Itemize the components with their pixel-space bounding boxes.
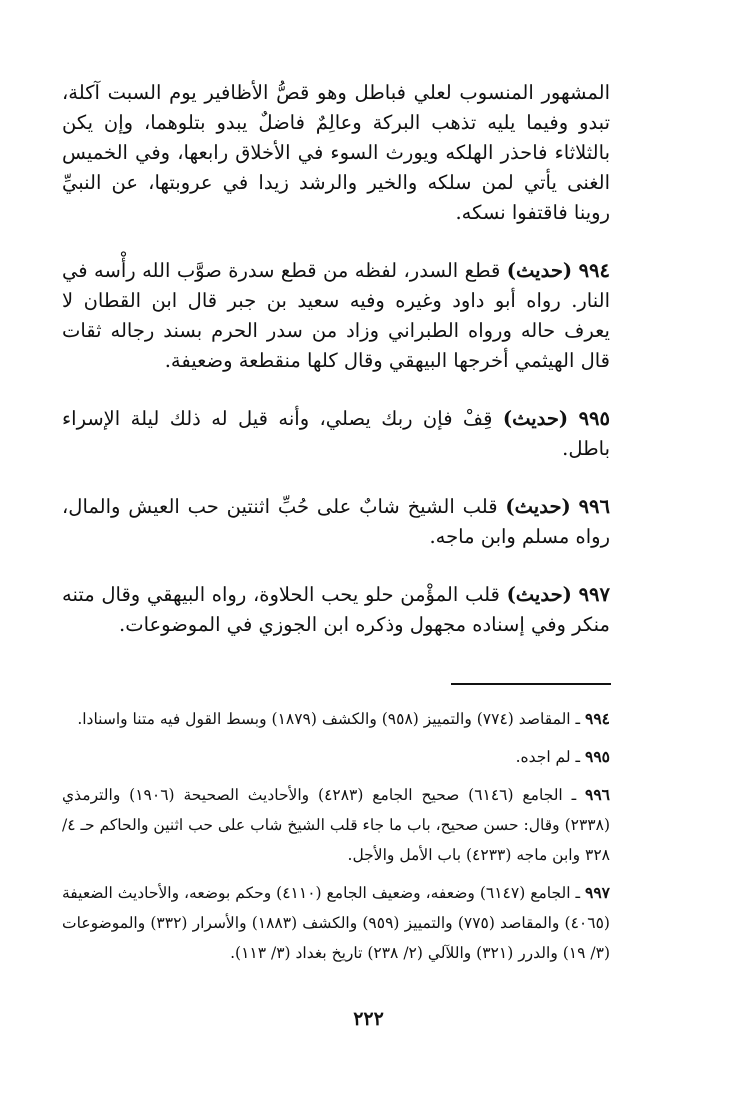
hadith-text: قلب المؤْمن حلو يحب الحلاوة، رواه البيهقي وقال متنه منكر وفي إسناده مجهول وذكره ابن الجوزي في الموضوعات. bbox=[62, 583, 610, 636]
footnote-text: ـ الجامع (٦١٤٦) صحيح الجامع (٤٢٨٣) والأحاديث الصحيحة (١٩٠٦) والترمذي (٢٣٣٨) وقال: حسن صحيح، باب ما جاء قلب الشيخ شاب على حب اثنين والحاكم حـ ٤/ ٣٢٨ وابن ماجه (٤٢٣٣) باب الأمل والأجل. bbox=[62, 786, 610, 864]
hadith-label: (حديث) bbox=[506, 259, 573, 282]
hadith-number: ٩٩٧ bbox=[578, 583, 610, 606]
hadith-entry bbox=[62, 492, 610, 552]
hadith-entry bbox=[62, 580, 610, 640]
hadith-text: قِفْ فإن ربك يصلي، وأنه قيل له ذلك ليلة الإسراء باطل. bbox=[62, 407, 610, 460]
hadith-label: (حديث) bbox=[506, 583, 572, 606]
hadith-text: قلب الشيخ شابٌ على حُبِّ اثنتين حب العيش والمال، رواه مسلم وابن ماجه. bbox=[62, 495, 610, 548]
footnote bbox=[62, 704, 610, 734]
footnote bbox=[62, 878, 610, 968]
footnote-number: ٩٩٦ bbox=[585, 785, 610, 804]
footnote bbox=[62, 780, 610, 870]
hadith-label: (حديث) bbox=[505, 495, 571, 518]
hadith-number: ٩٩٥ bbox=[578, 407, 610, 430]
footnote-number: ٩٩٧ bbox=[585, 883, 610, 902]
footnote-text: ـ الجامع (٦١٤٧) وضعفه، وضعيف الجامع (٤١١٠) وحكم بوضعه، والأحاديث الضعيفة (٤٠٦٥) والمقاصد (٧٧٥) والتمييز (٩٥٩) والكشف (١٨٨٣) والأسرار (٣٣٢) والموضوعات (٣/ ١٩) والدرر (٣٢١) واللآلي (٢/ ٢٣٨) تاريخ بغداد (٣/ ١١٣). bbox=[62, 884, 610, 962]
hadith-number: ٩٩٤ bbox=[578, 259, 610, 282]
footnote-number: ٩٩٤ bbox=[585, 709, 610, 728]
footnote-text: ـ المقاصد (٧٧٤) والتمييز (٩٥٨) والكشف (١٨٧٩) وبسط القول فيه متنا واسنادا. bbox=[77, 710, 581, 728]
footnote bbox=[62, 742, 610, 772]
main-text bbox=[62, 78, 610, 668]
hadith-entry bbox=[62, 404, 610, 464]
hadith-number: ٩٩٦ bbox=[578, 495, 610, 518]
footnote-divider bbox=[451, 683, 611, 685]
footnote-text: ـ لم اجده. bbox=[515, 748, 581, 766]
footnote-number: ٩٩٥ bbox=[585, 747, 610, 766]
intro-text: المشهور المنسوب لعلي فباطل وهو قصُّ الأظافير يوم السبت آكلة، تبدو وفيما يليه تذهب البركة وعالِمٌ فاضلٌ يبدو بتلوهما، وإن يكن بالثلاثاء فاحذر الهلكه ويورث السوء في الأخلاق رابعها، وفي الخميس الغنى يأتي لمن سلكه والخير والرشد زيدا في عروبتها، عن النبيِّ روينا فاقتفوا نسكه. bbox=[62, 81, 610, 224]
hadith-text: قطع السدر، لفظه من قطع سدرة صوَّب الله رأْسه في النار. رواه أبو داود وغيره وفيه سعيد بن جبر قال ابن القطان لا يعرف حاله ورواه الطبراني وزاد من سدر الحرم بسند رجاله ثقات قال الهيثمي أخرجها البيهقي وقال كلها منقطعة وضعيفة. bbox=[62, 259, 610, 372]
intro-paragraph bbox=[62, 78, 610, 228]
hadith-label: (حديث) bbox=[502, 407, 569, 430]
hadith-entry bbox=[62, 256, 610, 376]
page-number: ٢٢٢ bbox=[353, 1008, 384, 1030]
footnotes bbox=[62, 704, 610, 976]
